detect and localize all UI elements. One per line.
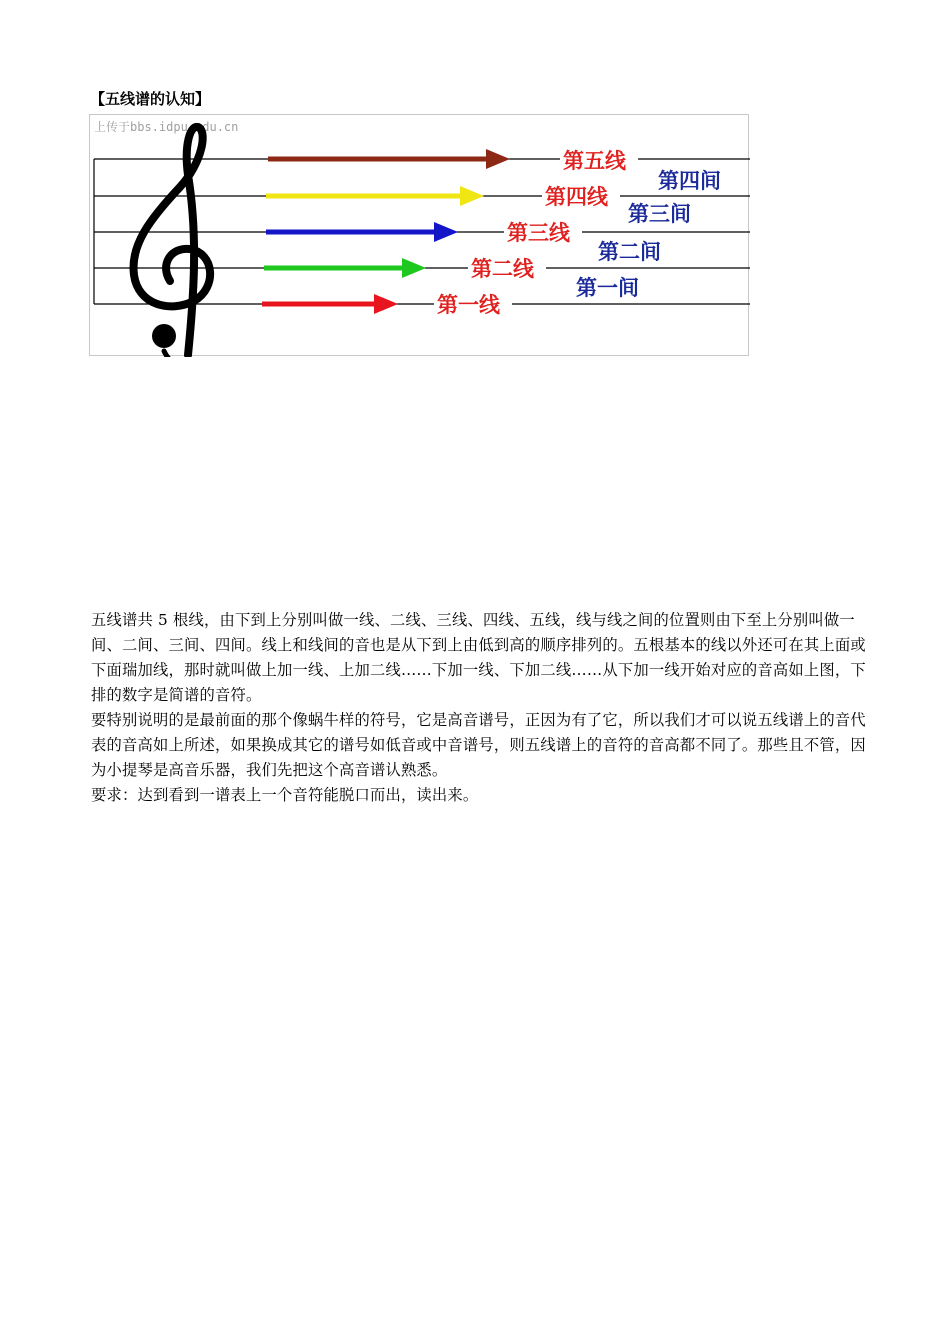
staff-diagram-svg	[90, 115, 750, 357]
clef-tail-dot	[152, 324, 176, 348]
label-line-1: 第一线	[437, 293, 500, 317]
label-line-3: 第三线	[507, 221, 570, 245]
label-line-5: 第五线	[563, 149, 626, 173]
staff-diagram	[89, 114, 749, 356]
arrow-line-1	[262, 294, 398, 314]
paragraph-staff-lines: 五线谱共 5 根线，由下到上分别叫做一线、二线、三线、四线、五线，线与线之间的位置则由下至上分别叫做一间、二间、三间、四间。线上和线间的音也是从下到上由低到高的顺序排列的。五根基本的线以外还可在其上面或下面瑞加线，那时就叫做上加一线、上加二线……下加一线、下加二线……从下加一线开始对应的音高如上图，下排的数字是简谱的音符。	[91, 611, 866, 704]
label-space-2: 第二间	[598, 240, 661, 264]
arrow-line-2	[264, 258, 426, 278]
label-space-4: 第四间	[658, 169, 721, 193]
label-space-1: 第一间	[576, 276, 639, 300]
arrow-line-3	[266, 222, 458, 242]
label-line-4: 第四线	[545, 185, 608, 209]
body-text	[91, 608, 867, 808]
paragraph-requirement: 要求：达到看到一谱表上一个音符能脱口而出，读出来。	[91, 786, 479, 804]
treble-clef-icon	[133, 127, 210, 357]
section-heading: 【五线谱的认知】	[90, 90, 211, 108]
label-line-2: 第二线	[471, 257, 534, 281]
watermark-text: 上传于bbs.idpu.edu.cn	[94, 120, 239, 134]
label-space-3: 第三间	[628, 202, 691, 226]
arrow-line-5	[268, 149, 510, 169]
paragraph-treble-clef: 要特别说明的是最前面的那个像蜗牛样的符号，它是高音谱号，正因为有了它，所以我们才可以说五线谱上的音代表的音高如上所述，如果换成其它的谱号如低音或中音谱号，则五线谱上的音符的音高都不同了。那些且不管，因为小提琴是高音乐器，我们先把这个高音谱认熟悉。	[91, 711, 866, 779]
arrow-line-4	[266, 186, 484, 206]
